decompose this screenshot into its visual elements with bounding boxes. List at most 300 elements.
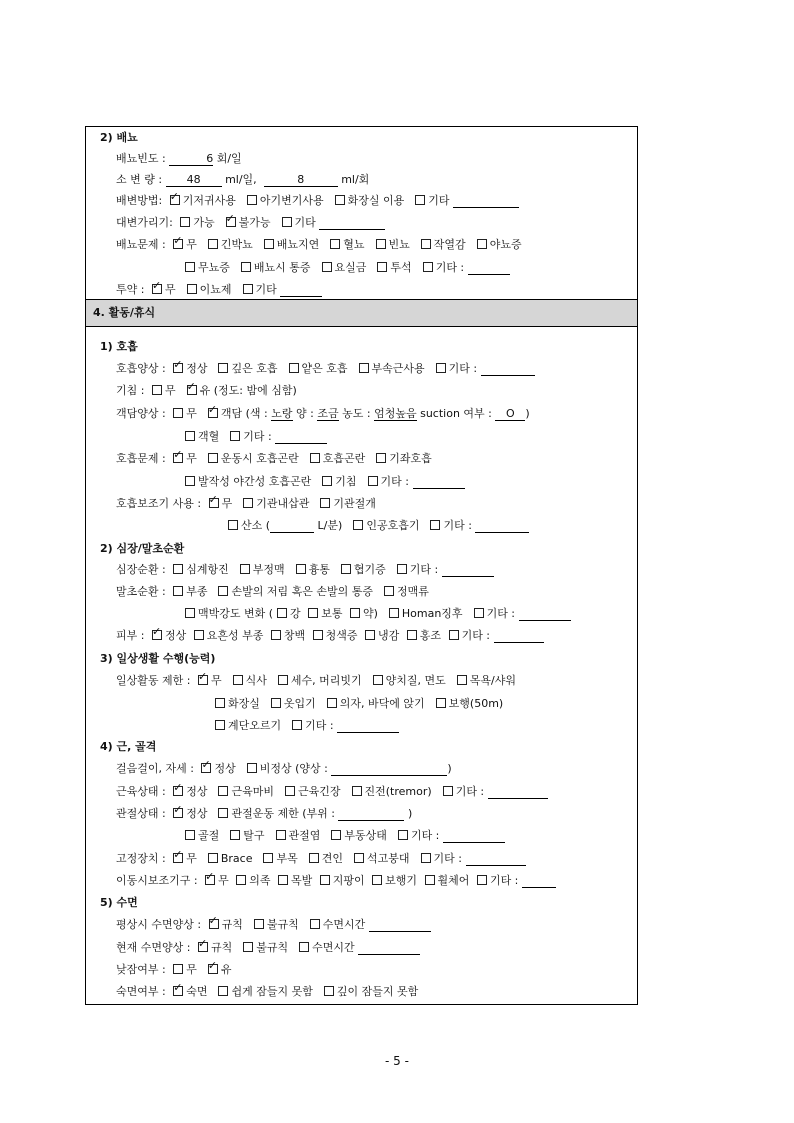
resp-cough-checkbox[interactable]	[322, 476, 332, 486]
option-label: 산소 (	[241, 519, 271, 532]
nap-no-checkbox[interactable]	[173, 964, 183, 974]
breathing-other-field[interactable]	[481, 364, 535, 376]
option-label: 기타 :	[489, 874, 519, 887]
option-label: 호흡양상 :	[116, 362, 166, 375]
option-label: 맥박강도 변화 (	[198, 607, 274, 620]
cast-checkbox[interactable]	[354, 853, 364, 863]
chest-pain-checkbox[interactable]	[296, 564, 306, 574]
option-label: 관절운동 제한 (부위 :	[231, 807, 335, 820]
exertional-dyspnea-checkbox[interactable]	[208, 453, 218, 463]
usual-sleep-hours-field[interactable]	[369, 920, 431, 932]
option-label: 야뇨증	[489, 238, 522, 251]
option-label: 인공호흡기	[366, 519, 420, 532]
resp-aid-none-checkbox[interactable]	[209, 498, 219, 508]
option-label: 근육긴장	[298, 785, 341, 798]
option-label: 불규칙	[266, 918, 299, 931]
option-label: 배뇨지연	[276, 238, 320, 251]
option-label: 근육마비	[231, 785, 274, 798]
adl-bathing-checkbox[interactable]	[457, 675, 467, 685]
immobility-checkbox[interactable]	[331, 830, 341, 840]
option-label: 약)	[362, 607, 378, 620]
traction-checkbox[interactable]	[309, 853, 319, 863]
volume-per-day-field[interactable]: 48	[166, 174, 222, 187]
nap-row	[116, 963, 232, 977]
option-label: 부속근사용	[371, 362, 425, 375]
tracheostomy-checkbox[interactable]	[320, 498, 330, 508]
page-number: - 5 -	[385, 1054, 409, 1068]
option-label: 요흔성 부종	[206, 629, 264, 642]
option-label: 작열감	[433, 238, 466, 251]
option-label: 석고붕대	[367, 852, 410, 865]
option-label: )	[447, 762, 452, 775]
medication-other-field[interactable]	[280, 285, 322, 297]
option-label: 정상	[186, 362, 208, 375]
option-label: 지팡이	[332, 874, 365, 887]
adl-limit-row-2	[211, 697, 503, 711]
edema-checkbox[interactable]	[173, 586, 183, 596]
option-label: 화장실	[228, 697, 260, 710]
option-label: 목욕/샤워	[469, 674, 516, 687]
option-label: 운동시 호흡곤란	[220, 452, 299, 465]
breathing-other-checkbox[interactable]	[436, 363, 446, 373]
option-label: 얕은 호흡	[301, 362, 348, 375]
option-label: 현재 수면양상 :	[116, 941, 191, 954]
option-label: 무	[164, 283, 176, 296]
sleep-heading: 5) 수면	[100, 896, 138, 909]
urinary-enuresis-checkbox[interactable]	[477, 239, 487, 249]
option-label: 기타 :	[243, 430, 272, 443]
urinary-delay-checkbox[interactable]	[264, 239, 274, 249]
adl-stairs-checkbox[interactable]	[215, 720, 225, 730]
adl-other-checkbox[interactable]	[292, 720, 302, 730]
option-label: 요실금	[334, 261, 367, 274]
option-label: 기타 :	[448, 362, 478, 375]
cane-checkbox[interactable]	[320, 875, 330, 885]
option-label: 무	[186, 452, 197, 465]
option-label: 유	[220, 963, 232, 976]
wheelchair-checkbox[interactable]	[425, 875, 435, 885]
orthopnea-checkbox[interactable]	[376, 453, 386, 463]
usual-regular-checkbox[interactable]	[209, 919, 219, 929]
option-label: 기좌호흡	[389, 452, 432, 465]
muscle-tension-checkbox[interactable]	[285, 786, 295, 796]
adl-walking-checkbox[interactable]	[436, 698, 446, 708]
joint-other-field[interactable]	[443, 831, 505, 843]
cold-checkbox[interactable]	[365, 630, 375, 640]
pulse-weak-checkbox[interactable]	[350, 608, 360, 618]
sputum-color-field[interactable]: 노랑	[271, 407, 293, 420]
breathing-deep-checkbox[interactable]	[218, 363, 228, 373]
option-label: 소 변 량 :	[116, 173, 163, 186]
option-label: 대변가리기:	[116, 216, 173, 229]
method-toilet-checkbox[interactable]	[335, 195, 345, 205]
option-label: 객혈	[198, 430, 220, 443]
flushing-checkbox[interactable]	[407, 630, 417, 640]
homan-sign-checkbox[interactable]	[389, 608, 399, 618]
option-label: 배뇨시 통증	[253, 261, 311, 274]
joint-limit-checkbox[interactable]	[218, 808, 228, 818]
sputum-row: 객담양상 : 무 ✓ 객담 (색 : 노랑 양 : 조금 농도 : 엄청높음 suction 여부 : O )	[116, 407, 530, 421]
option-label: 근육상태 :	[116, 785, 166, 798]
option-label: 유	[199, 384, 211, 397]
varicose-checkbox[interactable]	[384, 586, 394, 596]
fixation-row	[116, 852, 526, 866]
breathing-accessory-checkbox[interactable]	[359, 363, 369, 373]
option-label: 심장순환 :	[116, 563, 166, 576]
current-sleep-hours-checkbox[interactable]	[299, 942, 309, 952]
option-label: 기타 :	[443, 519, 472, 532]
gait-normal-checkbox[interactable]	[201, 763, 211, 773]
adl-other-field[interactable]	[337, 721, 399, 733]
pulse-normal-checkbox[interactable]	[308, 608, 318, 618]
method-potty-checkbox[interactable]	[247, 195, 257, 205]
difficulty-falling-asleep-checkbox[interactable]	[218, 986, 228, 996]
option-label: 기타 :	[433, 852, 462, 865]
pnd-checkbox[interactable]	[185, 476, 195, 486]
option-label: 의자, 바닥에 앉기	[339, 697, 425, 710]
adl-brushing-checkbox[interactable]	[373, 675, 383, 685]
ventilator-checkbox[interactable]	[353, 520, 363, 530]
skin-other-checkbox[interactable]	[449, 630, 459, 640]
option-label: 무	[164, 384, 176, 397]
option-label: 불가능	[238, 216, 271, 229]
option-label: 무	[186, 238, 197, 251]
skin-normal-checkbox[interactable]	[152, 630, 162, 640]
current-sleep-hours-field[interactable]	[358, 943, 420, 955]
fixation-other-field[interactable]	[466, 854, 526, 866]
dyspnea-checkbox[interactable]	[310, 453, 320, 463]
option-label: ml/회	[341, 173, 370, 186]
option-label: 기침 :	[116, 384, 145, 397]
dislocation-checkbox[interactable]	[230, 830, 240, 840]
prosthesis-checkbox[interactable]	[236, 875, 246, 885]
option-label: 강	[290, 607, 301, 620]
muscle-other-checkbox[interactable]	[443, 786, 453, 796]
breathing-normal-checkbox[interactable]	[173, 363, 183, 373]
sputum-viscosity-field[interactable]: 엄청높음	[374, 407, 417, 420]
option-label: 탈구	[243, 829, 265, 842]
method-diaper-checkbox[interactable]	[170, 195, 180, 205]
option-label: 긴박뇨	[220, 238, 253, 251]
cyanosis-checkbox[interactable]	[313, 630, 323, 640]
peripheral-other-checkbox[interactable]	[474, 608, 484, 618]
adl-none-checkbox[interactable]	[198, 675, 208, 685]
joint-normal-checkbox[interactable]	[173, 808, 183, 818]
option-label: 협기증	[353, 563, 386, 576]
adl-toilet-checkbox[interactable]	[215, 698, 225, 708]
option-label: 가능	[193, 216, 215, 229]
urinary-other-checkbox[interactable]	[423, 262, 433, 272]
option-label: 손발의 저림 혹은 손발의 통증	[231, 585, 373, 598]
option-label: 식사	[245, 674, 267, 687]
option-label: 휠체어	[437, 874, 470, 887]
option-label: 계단오르기	[228, 719, 282, 732]
option-label: 정상	[186, 785, 208, 798]
volume-per-time-field[interactable]: 8	[264, 174, 338, 187]
option-label: 견인	[321, 852, 344, 865]
option-label: 기저귀사용	[182, 194, 236, 207]
option-label: 깊은 호흡	[231, 362, 278, 375]
option-label: 배뇨문제 :	[116, 238, 166, 251]
option-label: 평상시 수면양상 :	[116, 918, 202, 931]
nap-yes-checkbox[interactable]	[208, 964, 218, 974]
pulse-row	[181, 607, 571, 621]
sleep-quality-row	[116, 985, 418, 999]
option-label: 객담	[220, 407, 243, 420]
heart-other-checkbox[interactable]	[397, 564, 407, 574]
urinary-incontinence-checkbox[interactable]	[322, 262, 332, 272]
respiratory-aid-row-1	[116, 497, 376, 511]
nursing-assessment-form	[85, 126, 638, 1005]
angina-checkbox[interactable]	[341, 564, 351, 574]
heart-other-field[interactable]	[442, 565, 494, 577]
option-label: 정상	[214, 762, 236, 775]
arthritis-checkbox[interactable]	[276, 830, 286, 840]
adl-washing-checkbox[interactable]	[278, 675, 288, 685]
current-regular-checkbox[interactable]	[198, 942, 208, 952]
usual-sleep-row	[116, 918, 431, 932]
option-label: 숙면여부 :	[116, 985, 166, 998]
option-label: 기타 :	[380, 475, 409, 488]
gait-abnormal-field[interactable]	[331, 764, 447, 776]
usual-sleep-hours-checkbox[interactable]	[310, 919, 320, 929]
option-label: 흉통	[308, 563, 330, 576]
toilet-other-field[interactable]	[319, 218, 385, 230]
sputum-none-checkbox[interactable]	[173, 408, 183, 418]
resp-problem-other-field[interactable]	[413, 477, 465, 489]
pulse-strong-checkbox[interactable]	[277, 608, 287, 618]
sputum-amount-field[interactable]: 조금	[317, 407, 339, 420]
fixation-none-checkbox[interactable]	[173, 853, 183, 863]
urinary-anuria-checkbox[interactable]	[185, 262, 195, 272]
option-label: 깊이 잠들지 못함	[336, 985, 419, 998]
urinary-urgency-checkbox[interactable]	[208, 239, 218, 249]
option-label: 호흡보조기 사용 :	[116, 497, 202, 510]
option-label: L/분)	[317, 519, 343, 532]
divider	[86, 326, 637, 327]
respiratory-aid-row-2	[224, 519, 529, 533]
option-label: 관절염	[288, 829, 321, 842]
joint-row	[116, 807, 412, 821]
mobility-other-field[interactable]	[522, 876, 556, 888]
cough-yes-checkbox[interactable]	[187, 385, 197, 395]
pale-checkbox[interactable]	[271, 630, 281, 640]
option-label: 무	[186, 963, 197, 976]
option-label: 부목	[276, 852, 298, 865]
mobility-none-checkbox[interactable]	[205, 875, 215, 885]
medication-other-checkbox[interactable]	[243, 284, 253, 294]
urinary-none-checkbox[interactable]	[173, 239, 183, 249]
option-label: 무	[218, 874, 229, 887]
splint-checkbox[interactable]	[263, 853, 273, 863]
option-label: Homan징후	[401, 607, 463, 620]
sound-sleep-checkbox[interactable]	[173, 986, 183, 996]
option-label: 발작성 야간성 호흡곤란	[198, 475, 312, 488]
method-other-checkbox[interactable]	[415, 195, 425, 205]
option-label: 정상	[186, 807, 208, 820]
urinary-problem-row-2	[181, 261, 510, 275]
joint-limit-field[interactable]	[338, 809, 404, 821]
adl-heading: 3) 일상생활 수행(능력)	[100, 652, 216, 665]
medication-diuretic-checkbox[interactable]	[187, 284, 197, 294]
resp-problem-none-checkbox[interactable]	[173, 453, 183, 463]
option-label: 농도 :	[342, 407, 371, 420]
urinary-hematuria-checkbox[interactable]	[330, 239, 340, 249]
option-label: 화장실 이용	[347, 194, 405, 207]
intubation-checkbox[interactable]	[243, 498, 253, 508]
resp-aid-other-checkbox[interactable]	[430, 520, 440, 530]
option-label: 비정상 (양상 :	[259, 762, 328, 775]
usual-irregular-checkbox[interactable]	[254, 919, 264, 929]
peripheral-other-field[interactable]	[519, 609, 571, 621]
tremor-checkbox[interactable]	[352, 786, 362, 796]
palpitation-checkbox[interactable]	[173, 564, 183, 574]
option-label: 피부 :	[116, 629, 145, 642]
joint-row-2	[181, 829, 505, 843]
numbness-checkbox[interactable]	[218, 586, 228, 596]
resp-aid-other-field[interactable]	[475, 521, 529, 533]
crutches-checkbox[interactable]	[278, 875, 288, 885]
respiration-heading: 1) 호흡	[100, 340, 138, 353]
option-label: 보행기	[385, 874, 418, 887]
medication-none-checkbox[interactable]	[152, 284, 162, 294]
option-label: 기관절개	[333, 497, 376, 510]
option-label: 홍조	[419, 629, 442, 642]
brace-checkbox[interactable]	[208, 853, 218, 863]
option-label: 무	[186, 407, 197, 420]
adl-sitting-checkbox[interactable]	[327, 698, 337, 708]
section4-title: 4. 활동/휴식	[93, 306, 156, 319]
resp-problem-other-checkbox[interactable]	[368, 476, 378, 486]
option-label: 청색증	[325, 629, 358, 642]
muscle-row	[116, 785, 548, 799]
urinary-frequency-checkbox[interactable]	[376, 239, 386, 249]
toilet-other-checkbox[interactable]	[282, 217, 292, 227]
option-label: 의족	[249, 874, 271, 887]
option-label: 보행(50m)	[448, 697, 504, 710]
option-label: 배변방법:	[116, 194, 163, 207]
pulse-change-checkbox[interactable]	[185, 608, 195, 618]
option-label: 기타 :	[486, 607, 516, 620]
option-label: 부동상태	[344, 829, 387, 842]
option-label: 세수, 머리빗기	[290, 674, 362, 687]
sputum-other-checkbox[interactable]	[230, 431, 240, 441]
option-label: Brace	[220, 852, 253, 865]
option-label: (색 :	[245, 407, 268, 420]
cough-detail: (정도: 밤에 심함)	[213, 384, 297, 397]
option-label: 무	[186, 852, 197, 865]
option-label: 관절상태 :	[116, 807, 166, 820]
option-label: 냉감	[378, 629, 400, 642]
option-label: 객담양상 :	[116, 407, 166, 420]
toilet-training-row	[116, 216, 385, 230]
toilet-able-checkbox[interactable]	[180, 217, 190, 227]
muscle-normal-checkbox[interactable]	[173, 786, 183, 796]
sputum-other-field[interactable]	[275, 432, 327, 444]
skin-other-field[interactable]	[494, 631, 544, 643]
option-label: 회/일	[216, 152, 242, 165]
option-label: 규칙	[221, 918, 243, 931]
walker-checkbox[interactable]	[372, 875, 382, 885]
option-label: 창백	[283, 629, 306, 642]
option-label: 혈뇨	[343, 238, 365, 251]
urinary-other-field[interactable]	[468, 263, 510, 275]
frequency-field[interactable]: 6	[169, 153, 213, 166]
fixation-other-checkbox[interactable]	[421, 853, 431, 863]
option-label: 쉽게 잠들지 못함	[231, 985, 313, 998]
urinary-dialysis-checkbox[interactable]	[377, 262, 387, 272]
section4-header	[86, 300, 637, 326]
option-label: 호흡문제 :	[116, 452, 166, 465]
pitting-edema-checkbox[interactable]	[194, 630, 204, 640]
cough-none-checkbox[interactable]	[152, 385, 162, 395]
option-label: 규칙	[210, 941, 233, 954]
option-label: 기관내삽관	[256, 497, 310, 510]
option-label: 이뇨제	[199, 283, 232, 296]
light-sleep-checkbox[interactable]	[324, 986, 334, 996]
urinary-burning-checkbox[interactable]	[421, 239, 431, 249]
gait-abnormal-checkbox[interactable]	[247, 763, 257, 773]
option-label: 투석	[390, 261, 412, 274]
hemoptysis-checkbox[interactable]	[185, 431, 195, 441]
adl-eating-checkbox[interactable]	[233, 675, 243, 685]
bowel-method-row	[116, 194, 519, 208]
option-label: 걸음걸이, 자세 :	[116, 762, 194, 775]
option-label: 불규칙	[256, 941, 289, 954]
option-label: 수면시간	[312, 941, 355, 954]
elimination-heading: 2) 배뇨	[100, 131, 138, 144]
fracture-checkbox[interactable]	[185, 830, 195, 840]
arrhythmia-checkbox[interactable]	[240, 564, 250, 574]
suction-field[interactable]: O	[495, 408, 525, 421]
option-label: 진전(tremor)	[364, 785, 432, 798]
method-other-field[interactable]	[453, 196, 519, 208]
option-label: suction 여부 :	[420, 407, 492, 420]
cough-row	[116, 384, 297, 398]
oxygen-rate-field[interactable]	[270, 521, 314, 533]
adl-limit-row-1	[116, 674, 516, 688]
mobility-other-checkbox[interactable]	[477, 875, 487, 885]
sputum-yes-checkbox[interactable]	[208, 408, 218, 418]
option-label: 골절	[198, 829, 220, 842]
breathing-shallow-checkbox[interactable]	[289, 363, 299, 373]
oxygen-checkbox[interactable]	[228, 520, 238, 530]
urinary-dysuria-checkbox[interactable]	[241, 262, 251, 272]
urinary-problem-row-1	[116, 238, 522, 252]
option-label: 기타	[428, 194, 450, 207]
muscle-paralysis-checkbox[interactable]	[218, 786, 228, 796]
elimination-volume-row	[116, 173, 369, 187]
current-irregular-checkbox[interactable]	[243, 942, 253, 952]
option-label: 고정장치 :	[116, 852, 166, 865]
gait-row	[116, 762, 452, 776]
heart-circulation-row	[116, 563, 494, 577]
adl-dressing-checkbox[interactable]	[271, 698, 281, 708]
muscle-other-field[interactable]	[488, 787, 548, 799]
joint-other-checkbox[interactable]	[398, 830, 408, 840]
respiratory-problem-row-1	[116, 452, 432, 466]
option-label: 기타	[255, 283, 277, 296]
option-label: 옷입기	[283, 697, 316, 710]
option-label: 무뇨증	[198, 261, 230, 274]
option-label: 양치질, 면도	[385, 674, 446, 687]
option-label: 기타 :	[409, 563, 439, 576]
toilet-unable-checkbox[interactable]	[226, 217, 236, 227]
option-label: 심계항진	[186, 563, 229, 576]
sputum-row-2	[181, 430, 327, 444]
option-label: 수면시간	[322, 918, 366, 931]
skin-row	[116, 629, 544, 643]
